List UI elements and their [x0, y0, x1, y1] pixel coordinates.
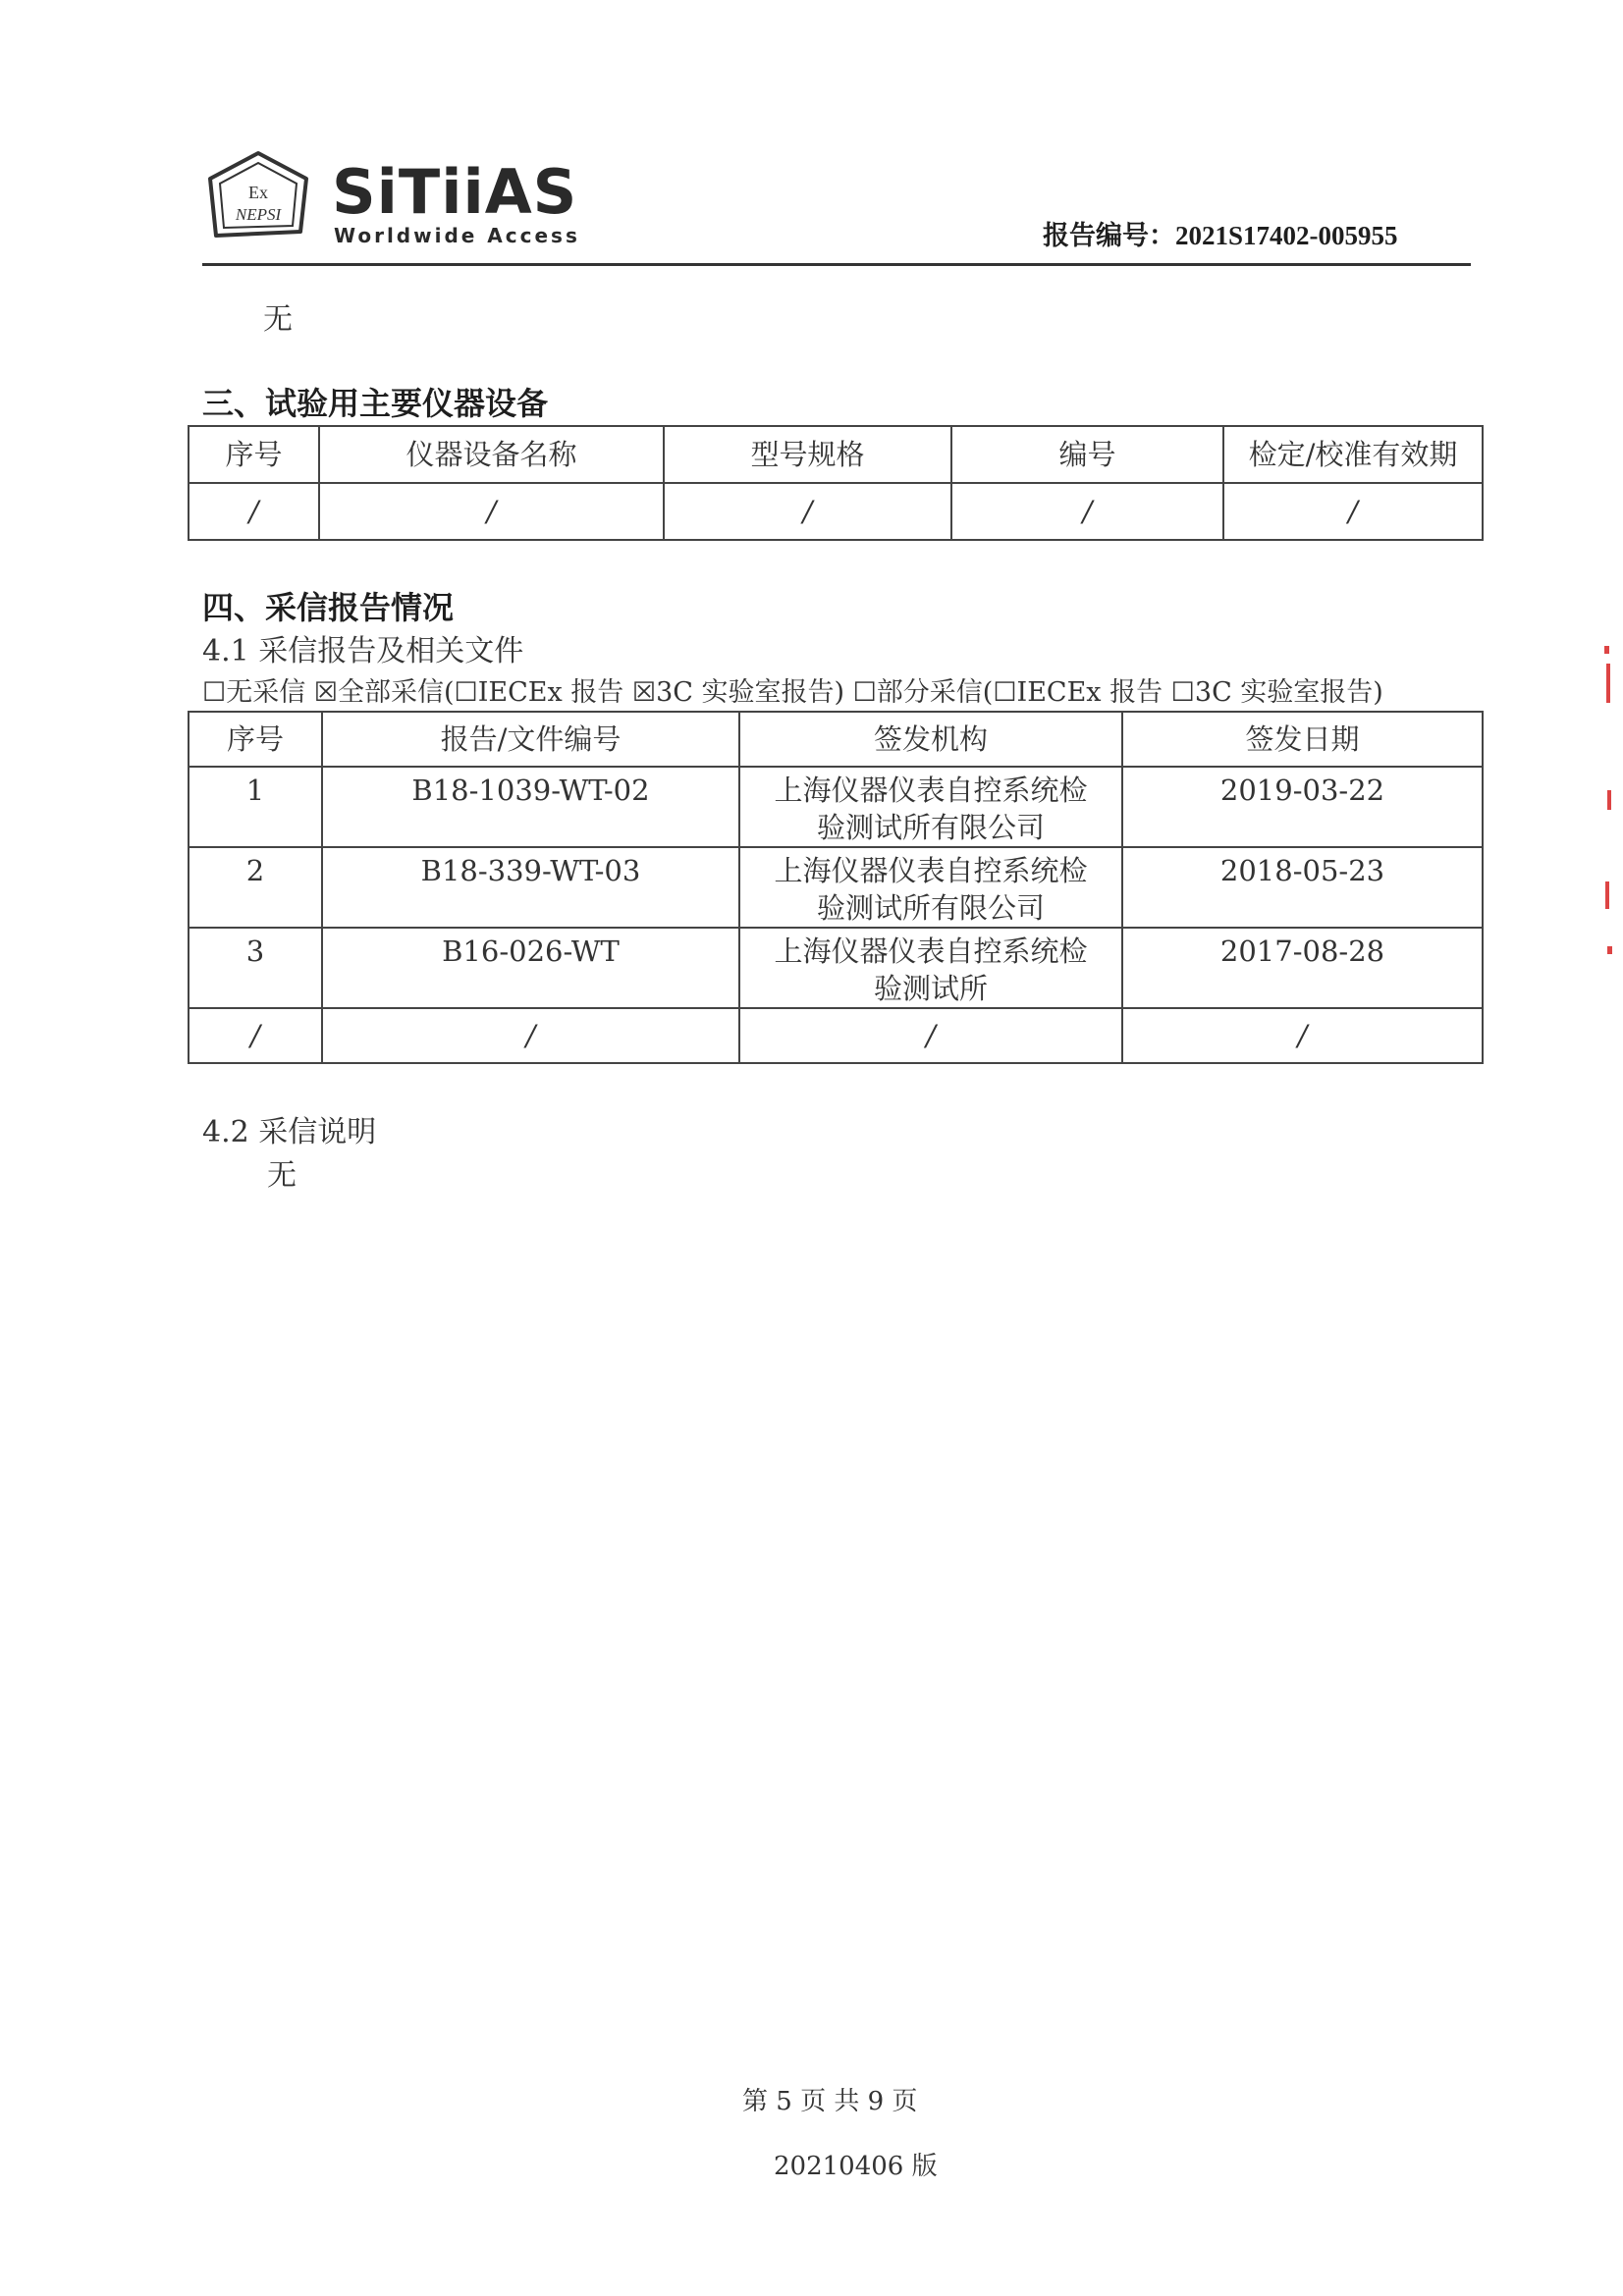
col-header-serial: 编号	[951, 426, 1223, 483]
col-header-report-number: 报告/文件编号	[322, 712, 739, 767]
table-cell: /	[1122, 1008, 1483, 1063]
page-number: 第 5 页 共 9 页	[742, 2087, 918, 2116]
row-report-number: B18-1039-WT-02	[322, 767, 739, 847]
table-row	[189, 847, 1483, 928]
subsection-4-2-title: 4.2 采信说明	[202, 1115, 377, 1149]
row-no: 2	[189, 847, 322, 928]
sitiias-logo-text: SiTiiAS	[332, 156, 578, 228]
row-no: 1	[189, 767, 322, 847]
org-line: 验测试所有限公司	[816, 891, 1045, 925]
org-line: 验测试所有限公司	[816, 811, 1045, 844]
adopted-reports-table	[188, 711, 1484, 1064]
seal-fragment	[1607, 946, 1612, 954]
col-header-calibration: 检定/校准有效期	[1223, 426, 1483, 483]
table-cell: /	[189, 483, 319, 540]
col-header-no: 序号	[189, 712, 322, 767]
col-header-equipment-name: 仪器设备名称	[319, 426, 664, 483]
subsection-4-1-title: 4.1 采信报告及相关文件	[202, 634, 524, 668]
row-issuing-body	[739, 928, 1122, 1008]
row-issue-date: 2019-03-22	[1122, 767, 1483, 847]
col-header-no: 序号	[189, 426, 319, 483]
org-line: 上海仪器仪表自控系统检	[774, 854, 1088, 887]
col-header-issuing-body: 签发机构	[739, 712, 1122, 767]
adoption-checkbox-line: ☐无采信 ☒全部采信(☐IECEx 报告 ☒3C 实验室报告) ☐部分采信(☐IECEx 报告 ☐3C 实验室报告)	[202, 677, 1383, 708]
nepsi-ex-logo	[204, 149, 312, 243]
table-cell: /	[319, 483, 664, 540]
header-divider	[202, 263, 1471, 266]
row-report-number: B18-339-WT-03	[322, 847, 739, 928]
row-issuing-body	[739, 847, 1122, 928]
seal-fragment	[1604, 646, 1609, 654]
table-row	[189, 928, 1483, 1008]
table-cell: /	[189, 1008, 322, 1063]
adopted-reports-header	[189, 712, 1483, 767]
equipment-table-header	[189, 426, 1483, 483]
row-issuing-body	[739, 767, 1122, 847]
logo-badge-bottom-text: NEPSI	[235, 205, 282, 224]
version-label: 20210406 版	[774, 2152, 938, 2181]
row-issue-date: 2018-05-23	[1122, 847, 1483, 928]
table-cell: /	[951, 483, 1223, 540]
row-no: 3	[189, 928, 322, 1008]
report-number-label: 报告编号：	[1043, 221, 1175, 251]
report-number-value: 2021S17402-005955	[1175, 221, 1398, 250]
seal-fragment	[1607, 790, 1611, 810]
table-cell: /	[739, 1008, 1122, 1063]
table-cell: /	[322, 1008, 739, 1063]
table-cell: /	[1223, 483, 1483, 540]
col-header-model: 型号规格	[664, 426, 951, 483]
org-line: 验测试所	[873, 972, 988, 1005]
subsection-4-2-text: 无	[267, 1158, 297, 1193]
seal-fragment	[1605, 881, 1609, 909]
report-number	[1043, 214, 1398, 252]
equipment-table	[188, 425, 1484, 541]
org-line: 上海仪器仪表自控系统检	[774, 934, 1088, 968]
logo-tagline: Worldwide Access	[334, 224, 580, 247]
row-report-number: B16-026-WT	[322, 928, 739, 1008]
section4-heading: 四、采信报告情况	[202, 589, 455, 626]
table-row	[189, 1008, 1483, 1063]
previous-section-text: 无	[263, 302, 293, 337]
org-line: 上海仪器仪表自控系统检	[774, 774, 1088, 807]
seal-fragment	[1606, 664, 1610, 703]
section3-heading: 三、试验用主要仪器设备	[202, 385, 549, 422]
table-cell: /	[664, 483, 951, 540]
row-issue-date: 2017-08-28	[1122, 928, 1483, 1008]
col-header-issue-date: 签发日期	[1122, 712, 1483, 767]
logo-badge-top-text: Ex	[248, 183, 268, 202]
table-row	[189, 483, 1483, 540]
table-row	[189, 767, 1483, 847]
